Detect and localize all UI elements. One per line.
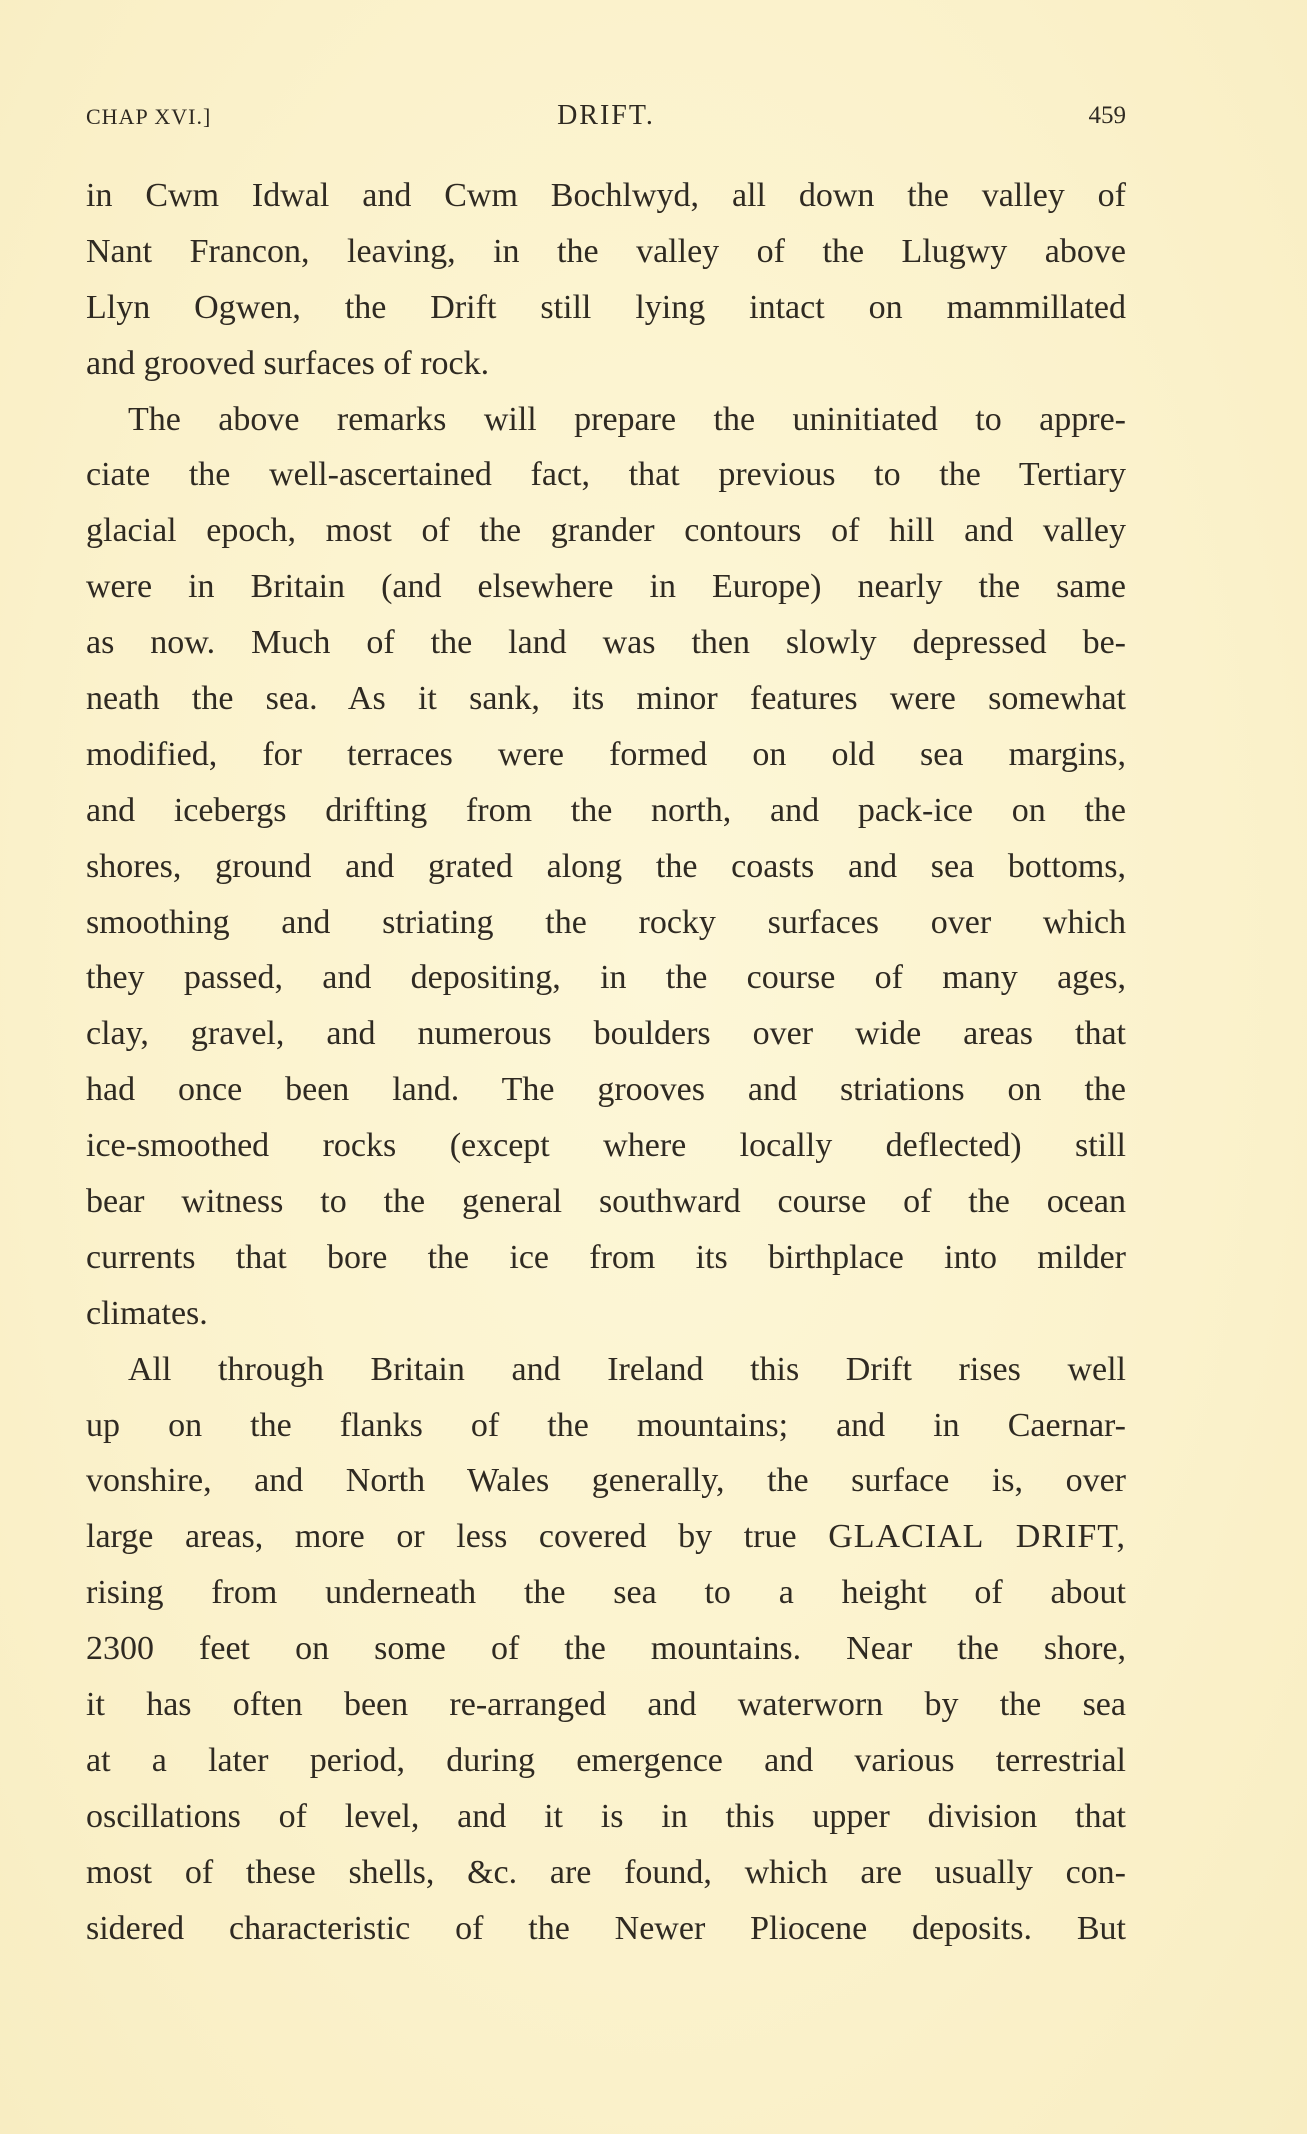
text-line: they passed, and depositing, in the course of many ages,	[86, 959, 1126, 997]
text-line: ice-smoothed rocks (except where locally deflected) still	[86, 1127, 1126, 1165]
paragraph-start-line: The above remarks will prepare the uninitiated to appre-	[128, 400, 1126, 438]
text-line: climates.	[86, 1294, 208, 1332]
page-title: DRIFT.	[557, 100, 655, 131]
text-line: smoothing and striating the rocky surfaces over which	[86, 903, 1126, 941]
text-line: currents that bore the ice from its birthplace into milder	[86, 1238, 1126, 1276]
text-line: up on the flanks of the mountains; and in Caernar-	[86, 1406, 1126, 1444]
text-line: and icebergs drifting from the north, and pack-ice on the	[86, 791, 1126, 829]
text-line: vonshire, and North Wales generally, the surface is, over	[86, 1462, 1126, 1500]
page-number: 459	[1088, 102, 1126, 129]
text-line: and grooved surfaces of rock.	[86, 344, 490, 382]
text-line: rising from underneath the sea to a height of about	[86, 1574, 1126, 1612]
text-line: Nant Francon, leaving, in the valley of the Llugwy above	[86, 232, 1126, 270]
paragraph-start-line: All through Britain and Ireland this Drift rises well	[128, 1350, 1126, 1388]
text-line: most of these shells, &c. are found, which are usually con-	[86, 1853, 1126, 1891]
text-line: modified, for terraces were formed on old sea margins,	[86, 735, 1126, 773]
text-line: oscillations of level, and it is in this upper division that	[86, 1797, 1126, 1835]
text-line: at a later period, during emergence and various terrestrial	[86, 1741, 1126, 1779]
text-line: ciate the well-ascertained fact, that previous to the Tertiary	[86, 456, 1126, 494]
text-segment: large areas, more or less covered by true	[86, 1518, 797, 1556]
running-head	[86, 100, 1126, 140]
text-line: bear witness to the general southward course of the ocean	[86, 1183, 1126, 1221]
chapter-label: CHAP XVI.]	[86, 104, 212, 129]
text-line: neath the sea. As it sank, its minor features were somewhat	[86, 680, 1126, 718]
text-line: glacial epoch, most of the grander contours of hill and valley	[86, 512, 1126, 550]
text-line: shores, ground and grated along the coasts and sea bottoms,	[86, 847, 1126, 885]
text-line: Llyn Ogwen, the Drift still lying intact on mammillated	[86, 288, 1126, 326]
text-line: sidered characteristic of the Newer Pliocene deposits. But	[86, 1909, 1126, 1947]
text-line: it has often been re-arranged and waterworn by the sea	[86, 1686, 1126, 1724]
text-line: were in Britain (and elsewhere in Europe) nearly the same	[86, 568, 1126, 606]
glacial-drift-term: GLACIAL DRIFT,	[828, 1518, 1126, 1556]
text-line: clay, gravel, and numerous boulders over wide areas that	[86, 1015, 1126, 1053]
text-line: as now. Much of the land was then slowly depressed be-	[86, 624, 1126, 662]
body-text	[86, 168, 1126, 1957]
text-line: in Cwm Idwal and Cwm Bochlwyd, all down the valley of	[86, 177, 1126, 214]
text-line: 2300 feet on some of the mountains. Near the shore,	[86, 1630, 1126, 1668]
text-line: had once been land. The grooves and striations on the	[86, 1071, 1126, 1109]
text-line-with-term	[86, 1509, 1126, 1565]
